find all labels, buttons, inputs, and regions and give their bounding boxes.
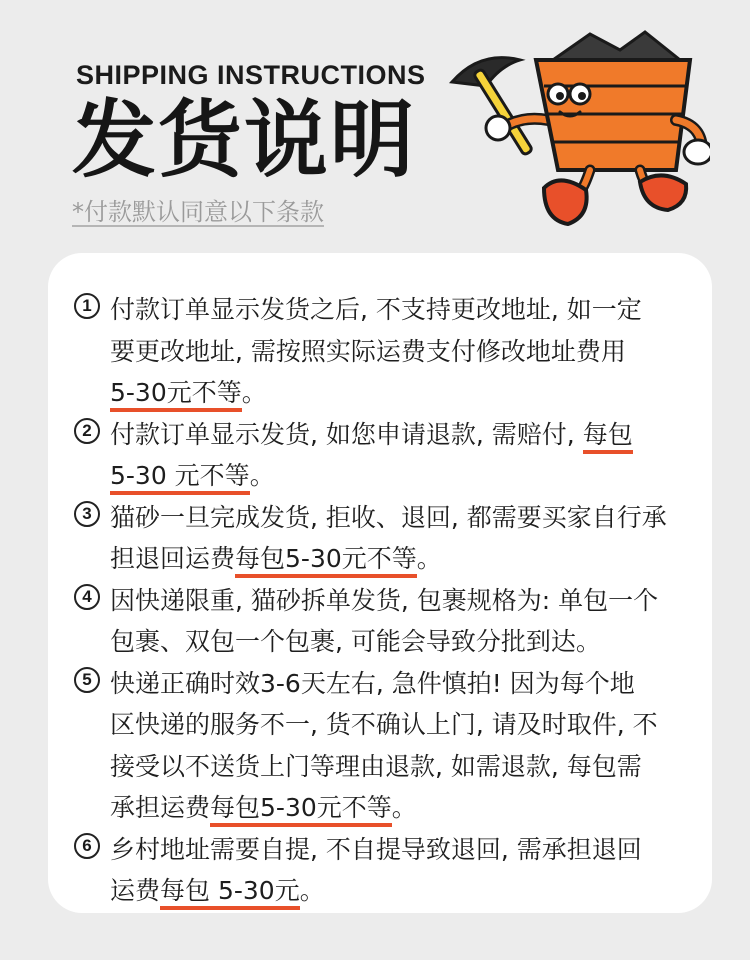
instruction-line	[110, 580, 694, 622]
instruction-line	[110, 870, 694, 912]
item-number-badge: 3	[74, 501, 100, 527]
instruction-text: 担退回运费	[110, 544, 236, 573]
instruction-line	[110, 497, 694, 539]
instruction-line	[110, 455, 694, 497]
instruction-line	[110, 621, 694, 663]
instruction-line	[110, 829, 694, 871]
instruction-item	[74, 289, 694, 414]
item-number-badge: 2	[74, 418, 100, 444]
line-tail: 。	[241, 378, 267, 407]
instruction-text: 付款订单显示发货, 如您申请退款, 需赔付,	[110, 419, 583, 449]
highlighted-fee: 5-30元不等	[110, 378, 242, 412]
instruction-line	[110, 331, 694, 373]
instruction-text: 包裹、双包一个包裹, 可能会导致分批到达。	[110, 627, 601, 656]
instruction-line	[110, 414, 694, 456]
line-tail: 。	[299, 876, 325, 905]
instruction-text: 接受以不送货上门等理由退款, 如需退款, 每包需	[110, 751, 642, 781]
instruction-text: 区快递的服务不一, 货不确认上门, 请及时取件, 不	[110, 710, 658, 739]
line-tail: 。	[249, 461, 275, 490]
eyebrow-heading: SHIPPING INSTRUCTIONS	[76, 60, 426, 90]
instruction-item	[74, 829, 694, 912]
instruction-line	[110, 289, 694, 331]
pickaxe-icon	[452, 58, 533, 156]
terms-subtitle: *付款默认同意以下条款	[72, 198, 324, 226]
line-tail: 。	[416, 544, 442, 573]
item-number-badge: 6	[74, 833, 100, 859]
instruction-line	[110, 372, 694, 414]
instruction-item	[74, 580, 694, 663]
instruction-text: 乡村地址需要自提, 不自提导致退回, 需承担退回	[110, 834, 642, 864]
line-tail: 。	[391, 793, 417, 822]
instruction-text: 快递正确时效3-6天左右, 急件慎拍! 因为每个地	[110, 668, 635, 698]
highlighted-fee: 每包5-30元不等	[235, 544, 417, 578]
mining-cart-mascot-icon	[440, 20, 710, 240]
instruction-line	[110, 787, 694, 829]
highlighted-fee: 5-30 元不等	[110, 461, 250, 495]
instruction-text: 承担运费	[110, 793, 211, 822]
instruction-text: 要更改地址, 需按照实际运费支付修改地址费用	[110, 336, 626, 366]
instruction-line	[110, 663, 694, 705]
instruction-text: 运费	[110, 876, 161, 905]
instructions-list	[74, 289, 694, 912]
instruction-line	[110, 746, 694, 788]
item-number-badge: 4	[74, 584, 100, 610]
instruction-item	[74, 414, 694, 497]
highlighted-fee: 每包 5-30元	[160, 876, 300, 910]
item-number-badge: 5	[74, 667, 100, 693]
instruction-item	[74, 663, 694, 829]
instruction-item	[74, 497, 694, 580]
instruction-text: 因快递限重, 猫砂拆单发货, 包裹规格为: 单包一个	[110, 585, 659, 615]
instruction-line	[110, 704, 694, 746]
instruction-text: 猫砂一旦完成发货, 拒收、退回, 都需要买家自行承	[110, 502, 667, 532]
item-number-badge: 1	[74, 293, 100, 319]
instruction-text: 付款订单显示发货之后, 不支持更改地址, 如一定	[110, 295, 642, 324]
highlighted-fee: 每包	[583, 420, 633, 454]
instructions-card	[48, 253, 712, 913]
page-title: 发货说明	[72, 91, 417, 189]
instruction-line	[110, 538, 694, 580]
highlighted-fee: 每包5-30元不等	[210, 793, 392, 827]
